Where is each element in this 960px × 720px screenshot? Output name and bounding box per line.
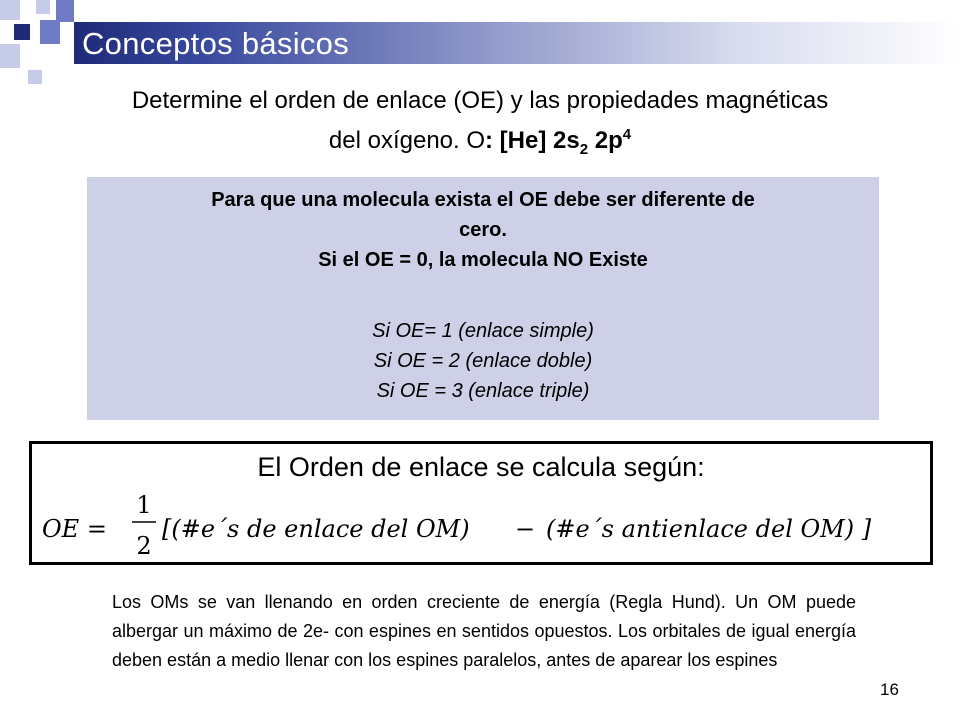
bond-order-formula [32, 444, 930, 562]
info-box-rules [107, 185, 859, 275]
decor-square [0, 0, 20, 20]
config-sup: 4 [622, 126, 632, 143]
rule-line-1: Para que una molecula exista el OE debe ser diferente de [211, 189, 755, 211]
formula-term-bonding: [(#e´s de enlace del OM) [162, 515, 470, 543]
config-mid: 2p [588, 127, 623, 154]
decor-square [0, 44, 20, 68]
formula-numerator: 1 [136, 491, 152, 519]
slide-title: Conceptos básicos [82, 26, 350, 61]
question-text [40, 84, 920, 167]
body-paragraph: Los OMs se van llenando en orden creciente de energía (Regla Hund). Un OM puede albergar un máximo de 2e- con espines en sentidos opuestos. Los orbitales de igual energía deben están a medio llenar con los espines paralelos, antes de aparear los espines [112, 592, 856, 670]
config-core: : [He] 2s [485, 127, 580, 154]
decor-square [40, 20, 60, 44]
info-box-bond-types [107, 316, 859, 406]
page-number: 16 [880, 680, 899, 699]
decor-square [36, 0, 50, 14]
bond-type-triple: Si OE = 3 (enlace triple) [376, 380, 590, 402]
question-line-1: Determine el orden de enlace (OE) y las propiedades magnéticas [131, 87, 829, 114]
decor-square [28, 70, 42, 84]
info-box [87, 177, 879, 420]
rule-line-2: cero. [459, 219, 507, 241]
formula-minus: − [515, 515, 536, 543]
bond-type-simple: Si OE= 1 (enlace simple) [372, 320, 594, 342]
decor-square [14, 24, 30, 40]
decor-square [56, 0, 74, 22]
formula-lhs: OE = [42, 515, 107, 543]
electron-configuration [485, 126, 632, 158]
bond-type-double: Si OE = 2 (enlace doble) [373, 350, 593, 372]
formula-term-antibonding: (#e´s antienlace del OM) ] [546, 515, 872, 543]
rule-line-3: Si el OE = 0, la molecula NO Existe [318, 249, 648, 271]
question-prefix: del oxígeno. O [328, 127, 486, 154]
formula-heading: El Orden de enlace se calcula según: [257, 452, 705, 482]
question-line-2 [40, 118, 920, 167]
formula-box [29, 441, 933, 565]
config-sub: 2 [579, 140, 589, 158]
formula-denominator: 2 [136, 532, 152, 560]
